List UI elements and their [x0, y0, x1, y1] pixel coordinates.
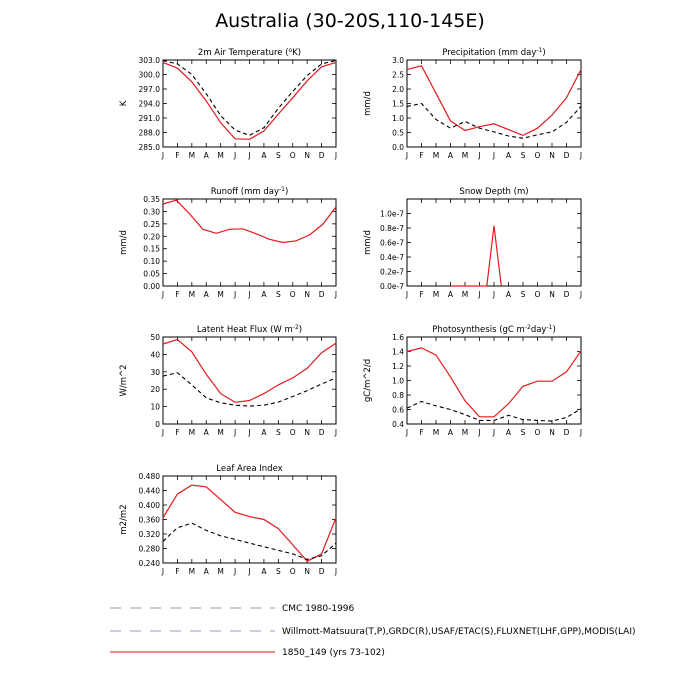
obs-series-line [407, 104, 581, 139]
y-tick-label: 1.4 [392, 347, 404, 357]
obs-series-line [407, 402, 581, 422]
y-axis-label: mm/d [363, 91, 373, 116]
y-tick-label: 0.25 [143, 219, 160, 229]
x-tick-label: A [203, 567, 209, 576]
obs-series-line [163, 523, 336, 559]
x-tick-label: J [334, 151, 338, 160]
y-tick-label: 0.00 [143, 282, 160, 291]
y-tick-label: 0.400 [138, 501, 160, 510]
x-tick-label: M [188, 290, 196, 299]
y-tick-label: 0.10 [143, 257, 160, 267]
model-series-line [407, 66, 581, 136]
y-tick-label: 300.0 [138, 70, 160, 80]
y-tick-label: 1.0 [392, 114, 404, 123]
y-tick-label: 0.0 [392, 143, 404, 152]
x-tick-label: A [203, 428, 209, 437]
x-tick-label: O [289, 290, 296, 299]
plot-frame [407, 337, 581, 424]
x-tick-label: A [261, 567, 267, 576]
panel-title: Leaf Area Index [216, 464, 283, 474]
x-tick-label: O [534, 151, 541, 160]
y-tick-label: 0.480 [138, 472, 160, 481]
plot-frame [163, 199, 336, 286]
y-tick-label: 0.4 [392, 420, 404, 429]
x-tick-label: J [478, 290, 481, 299]
y-tick-label: 285.0 [138, 143, 160, 152]
x-tick-label: N [549, 428, 555, 437]
x-tick-label: F [175, 428, 180, 437]
y-tick-label: 0.5 [392, 128, 404, 138]
y-tick-label: 20 [150, 385, 160, 395]
y-tick-label: 0.6e-7 [379, 238, 404, 248]
model-series-line [163, 340, 336, 403]
y-tick-label: 10 [150, 402, 160, 412]
y-tick-label: 0.15 [143, 244, 160, 254]
x-tick-label: O [289, 567, 296, 576]
x-tick-label: J [478, 151, 481, 160]
x-tick-label: M [217, 567, 224, 576]
x-tick-label: S [520, 151, 526, 160]
y-tick-label: 0 [155, 420, 160, 429]
x-tick-label: O [289, 151, 296, 160]
x-tick-label: J [233, 290, 237, 299]
y-tick-label: 0.30 [143, 207, 160, 217]
panel-title: Runoff (mm day$^{-1}$) [210, 186, 289, 197]
model-series-line [407, 348, 581, 417]
x-tick-label: J [248, 567, 251, 576]
y-tick-label: 0.20 [143, 232, 160, 242]
x-tick-label: A [261, 151, 267, 160]
x-tick-label: J [334, 428, 338, 437]
x-tick-label: N [549, 290, 555, 299]
x-tick-label: M [188, 151, 196, 160]
x-tick-label: A [203, 290, 209, 299]
y-tick-label: 0.440 [138, 486, 160, 496]
plot-frame [407, 199, 581, 286]
y-axis-label: mm/d [119, 230, 129, 255]
x-tick-label: J [161, 428, 165, 437]
x-tick-label: D [563, 428, 570, 437]
x-tick-label: F [419, 428, 424, 437]
panel-title: Snow Depth (m) [459, 187, 529, 197]
y-tick-label: 288.0 [138, 128, 160, 138]
y-tick-label: 0.05 [143, 269, 160, 279]
legend-label: Willmott-Matsuura(T,P),GRDC(R),USAF/ETAC(S),FLUXNET(LHF,GPP),MODIS(LAI) [282, 627, 636, 637]
x-tick-label: D [318, 567, 325, 576]
x-tick-label: J [405, 151, 409, 160]
x-tick-label: O [534, 428, 541, 437]
y-tick-label: 1.2 [392, 362, 404, 371]
x-tick-label: M [461, 428, 469, 437]
y-axis-label: W/m^2 [119, 364, 129, 397]
y-tick-label: 1.0e-7 [379, 209, 404, 219]
y-tick-label: 50 [150, 333, 160, 342]
y-axis-label: K [119, 100, 129, 107]
x-tick-label: N [304, 151, 310, 160]
x-tick-label: S [275, 428, 281, 437]
legend-item-2 [110, 627, 636, 637]
y-tick-label: 0.8e-7 [379, 224, 404, 233]
y-tick-label: 0.6 [392, 405, 404, 415]
panel-3 [119, 186, 337, 299]
x-tick-label: M [217, 428, 224, 437]
x-tick-label: J [161, 151, 165, 160]
y-tick-label: 2.0 [392, 85, 404, 94]
x-tick-label: M [432, 428, 440, 437]
panel-title: Photosynthesis (gC $m^{-2}day^{-1}$) [432, 324, 556, 335]
panel-1 [119, 47, 337, 160]
legend-item-3 [110, 648, 385, 658]
x-tick-label: J [405, 290, 409, 299]
x-tick-label: M [432, 151, 440, 160]
x-tick-label: J [478, 428, 481, 437]
x-tick-label: D [563, 151, 570, 160]
y-tick-label: 1.0 [392, 376, 404, 386]
y-axis-label: mm/d [363, 230, 373, 255]
y-tick-label: 0.4e-7 [379, 253, 404, 262]
y-tick-label: 0.360 [138, 515, 160, 525]
x-tick-label: M [188, 567, 196, 576]
y-tick-label: 0.320 [138, 530, 160, 539]
x-tick-label: M [217, 151, 224, 160]
x-tick-label: M [461, 151, 469, 160]
y-tick-label: 0.8 [392, 391, 404, 400]
x-tick-label: J [492, 428, 496, 437]
x-tick-label: J [334, 290, 338, 299]
x-tick-label: S [520, 290, 526, 299]
page-title: Australia (30-20S,110-145E) [215, 10, 485, 32]
x-tick-label: F [175, 567, 180, 576]
y-axis-label: gC/m^2/d [363, 358, 373, 403]
x-tick-label: J [492, 290, 496, 299]
y-tick-label: 3.0 [392, 56, 404, 65]
y-tick-label: 0.0e-7 [379, 282, 404, 291]
x-tick-label: J [579, 151, 583, 160]
x-tick-label: A [505, 151, 512, 160]
x-tick-label: N [304, 567, 310, 576]
panel-4 [363, 187, 582, 299]
y-tick-label: 30 [150, 367, 160, 377]
x-tick-label: A [203, 151, 209, 160]
x-tick-label: A [447, 290, 454, 299]
y-tick-label: 0.240 [138, 559, 160, 568]
x-tick-label: S [275, 151, 281, 160]
panel-title: Latent Heat Flux (W $m^{-2}$) [196, 324, 303, 335]
x-tick-label: F [419, 290, 424, 299]
x-tick-label: M [432, 290, 440, 299]
y-tick-label: 0.280 [138, 544, 160, 554]
x-tick-label: D [563, 290, 570, 299]
x-tick-label: D [318, 428, 325, 437]
model-series-line [163, 62, 336, 139]
y-tick-label: 0.2e-7 [379, 267, 404, 277]
x-tick-label: O [289, 428, 296, 437]
x-tick-label: O [534, 290, 541, 299]
plot-frame [163, 476, 336, 563]
x-tick-label: F [419, 151, 424, 160]
legend-label: 1850_149 (yrs 73-102) [282, 648, 385, 658]
panel-5 [119, 324, 337, 437]
x-tick-label: A [261, 428, 267, 437]
x-tick-label: J [233, 151, 237, 160]
legend-label: CMC 1980-1996 [282, 604, 355, 614]
x-tick-label: N [304, 428, 310, 437]
y-tick-label: 297.0 [138, 85, 160, 94]
x-tick-label: A [447, 428, 454, 437]
x-tick-label: S [275, 290, 281, 299]
y-tick-label: 1.6 [392, 333, 404, 342]
obs-series-line [163, 61, 336, 136]
x-tick-label: S [520, 428, 526, 437]
model-series-line [451, 226, 502, 286]
panel-title: 2m Air Temperature ($^o$K) [197, 47, 302, 58]
panel-2 [363, 47, 582, 160]
x-tick-label: M [461, 290, 469, 299]
x-tick-label: D [318, 151, 325, 160]
plot-frame [407, 60, 581, 147]
x-tick-label: J [233, 428, 237, 437]
x-tick-label: J [492, 151, 496, 160]
x-tick-label: D [318, 290, 325, 299]
y-tick-label: 2.5 [392, 70, 404, 80]
x-tick-label: F [175, 290, 180, 299]
x-tick-label: A [505, 290, 512, 299]
y-axis-label: m2/m2 [119, 504, 129, 535]
x-tick-label: J [248, 290, 251, 299]
x-tick-label: F [175, 151, 180, 160]
x-tick-label: A [447, 151, 454, 160]
x-tick-label: J [405, 428, 409, 437]
x-tick-label: J [334, 567, 338, 576]
x-tick-label: N [304, 290, 310, 299]
y-tick-label: 291.0 [138, 114, 160, 123]
panel-6 [363, 324, 582, 437]
y-tick-label: 40 [150, 350, 160, 360]
y-tick-label: 294.0 [138, 99, 160, 109]
x-tick-label: A [505, 428, 512, 437]
x-tick-label: M [217, 290, 224, 299]
x-tick-label: J [248, 428, 251, 437]
x-tick-label: J [579, 290, 583, 299]
x-tick-label: N [549, 151, 555, 160]
panel-title: Precipitation (mm day$^{-1}$) [442, 47, 546, 58]
y-tick-label: 0.35 [143, 195, 160, 204]
x-tick-label: A [261, 290, 267, 299]
x-tick-label: J [579, 428, 583, 437]
x-tick-label: J [233, 567, 237, 576]
y-tick-label: 303.0 [138, 56, 160, 65]
x-tick-label: J [248, 151, 251, 160]
legend-item-1 [110, 604, 355, 614]
x-tick-label: J [161, 290, 165, 299]
x-tick-label: J [161, 567, 165, 576]
x-tick-label: S [275, 567, 281, 576]
panel-7 [119, 464, 337, 576]
y-tick-label: 1.5 [392, 99, 404, 109]
x-tick-label: M [188, 428, 196, 437]
model-series-line [163, 485, 336, 561]
model-series-line [163, 200, 336, 242]
